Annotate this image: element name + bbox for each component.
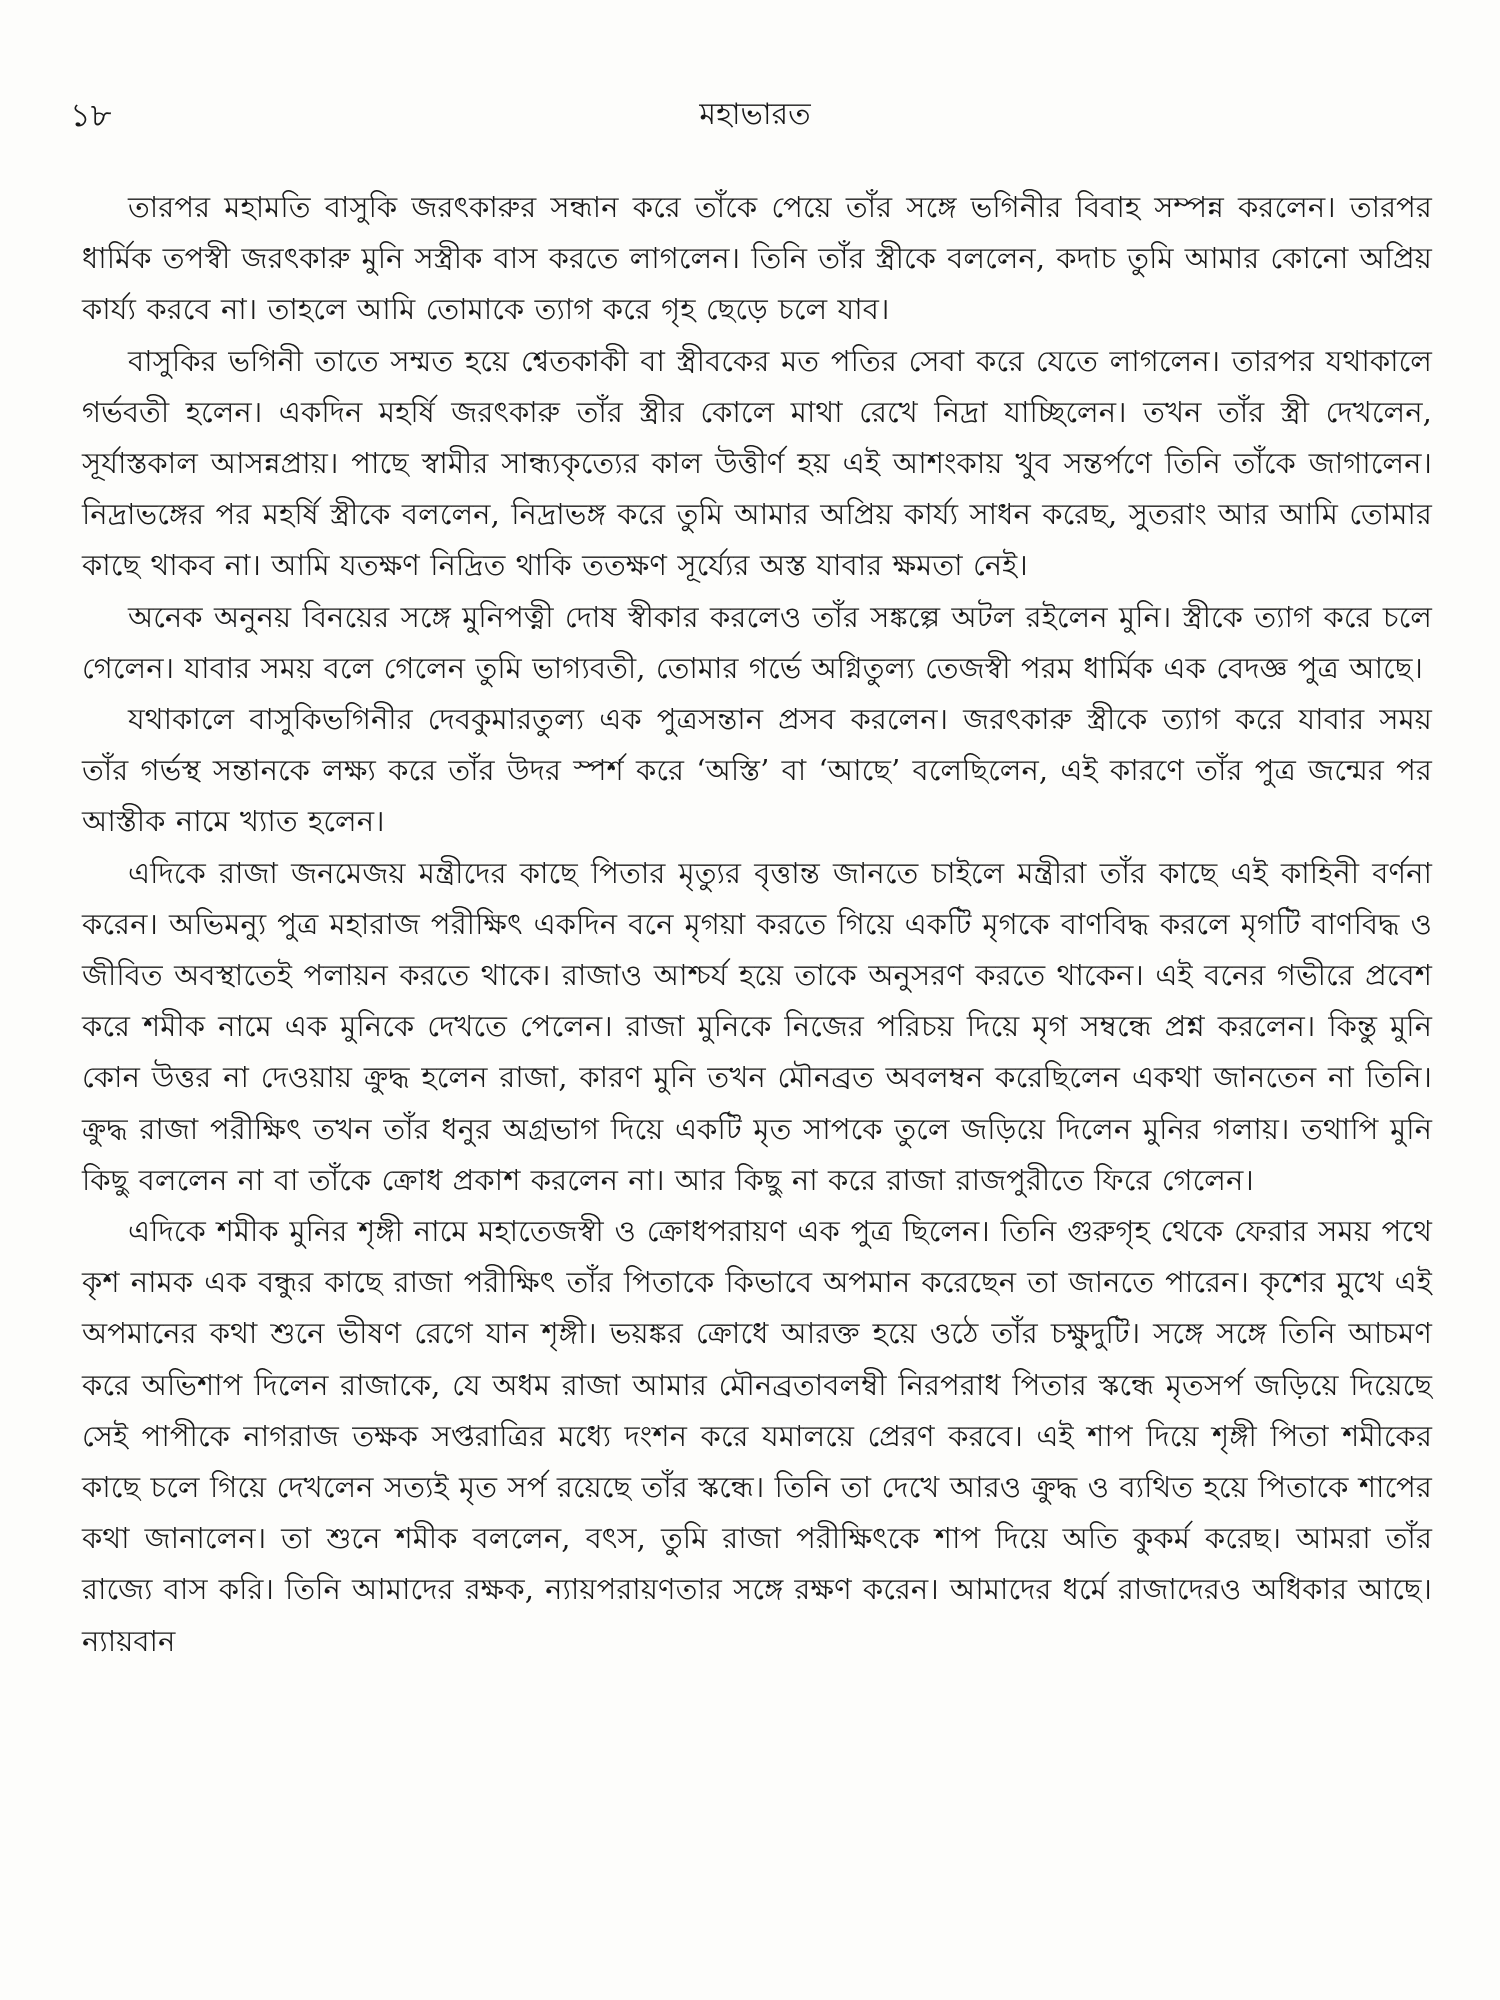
paragraph-1: তারপর মহামতি বাসুকি জরৎকারুর সন্ধান করে তাঁকে পেয়ে তাঁর সঙ্গে ভগিনীর বিবাহ সম্পন্ন করলেন। তারপর ধার্মিক তপস্বী জরৎকারু মুনি সস্ত্রীক বাস করতে লাগলেন। তিনি তাঁর স্ত্রীকে বললেন, কদাচ তুমি আমার কোনো অপ্রিয় কার্য্য করবে না। তাহলে আমি তোমাকে ত্যাগ করে গৃহ ছেড়ে চলে যাব।	[82, 190, 1432, 327]
running-title: মহাভারত	[699, 97, 811, 132]
paragraph-6: এদিকে শমীক মুনির শৃঙ্গী নামে মহাতেজস্বী ও ক্রোধপরায়ণ এক পুত্র ছিলেন। তিনি গুরুগৃহ থেকে ফেরার সময় পথে কৃশ নামক এক বন্ধুর কাছে রাজা পরীক্ষিৎ তাঁর পিতাকে কিভাবে অপমান করেছেন তা জানতে পারেন। কৃশের মুখে এই অপমানের কথা শুনে ভীষণ রেগে যান শৃঙ্গী। ভয়ঙ্কর ক্রোধে আরক্ত হয়ে ওঠে তাঁর চক্ষুদুটি। সঙ্গে সঙ্গে তিনি আচমণ করে অভিশাপ দিলেন রাজাকে, যে অধম রাজা আমার মৌনব্রতাবলম্বী নিরপরাধ পিতার স্কন্ধে মৃতসর্প জড়িয়ে দিয়েছে সেই পাপীকে নাগরাজ তক্ষক সপ্তরাত্রির মধ্যে দংশন করে যমালয়ে প্রেরণ করবে। এই শাপ দিয়ে শৃঙ্গী পিতা শমীকের কাছে চলে গিয়ে দেখলেন সত্যই মৃত সর্প রয়েছে তাঁর স্কন্ধে। তিনি তা দেখে আরও ক্রুদ্ধ ও ব্যথিত হয়ে পিতাকে শাপের কথা জানালেন। তা শুনে শমীক বললেন, বৎস, তুমি রাজা পরীক্ষিৎকে শাপ দিয়ে অতি কুকর্ম করেছ। আমরা তাঁর রাজ্যে বাস করি। তিনি আমাদের রক্ষক, ন্যায়পরায়ণতার সঙ্গে রক্ষণ করেন। আমাদের ধর্মে রাজাদেরও অধিকার আছে। ন্যায়বান	[82, 1214, 1432, 1658]
paragraph-3: অনেক অনুনয় বিনয়ের সঙ্গে মুনিপত্নী দোষ স্বীকার করলেও তাঁর সঙ্কল্পে অটল রইলেন মুনি। স্ত্রীকে ত্যাগ করে চলে গেলেন। যাবার সময় বলে গেলেন তুমি ভাগ্যবতী, তোমার গর্ভে অগ্নিতুল্য তেজস্বী পরম ধার্মিক এক বেদজ্ঞ পুত্র আছে।	[82, 599, 1432, 685]
paragraph-5: এদিকে রাজা জনমেজয় মন্ত্রীদের কাছে পিতার মৃত্যুর বৃত্তান্ত জানতে চাইলে মন্ত্রীরা তাঁর কাছে এই কাহিনী বর্ণনা করেন। অভিমন্যু পুত্র মহারাজ পরীক্ষিৎ একদিন বনে মৃগয়া করতে গিয়ে একটি মৃগকে বাণবিদ্ধ করলে মৃগটি বাণবিদ্ধ ও জীবিত অবস্থাতেই পলায়ন করতে থাকে। রাজাও আশ্চর্য হয়ে তাকে অনুসরণ করতে থাকেন। এই বনের গভীরে প্রবেশ করে শমীক নামে এক মুনিকে দেখতে পেলেন। রাজা মুনিকে নিজের পরিচয় দিয়ে মৃগ সম্বন্ধে প্রশ্ন করলেন। কিন্তু মুনি কোন উত্তর না দেওয়ায় ক্রুদ্ধ হলেন রাজা, কারণ মুনি তখন মৌনব্রত অবলম্বন করেছিলেন একথা জানতেন না তিনি। ক্রুদ্ধ রাজা পরীক্ষিৎ তখন তাঁর ধনুর অগ্রভাগ দিয়ে একটি মৃত সাপকে তুলে জড়িয়ে দিলেন মুনির গলায়। তথাপি মুনি কিছু বললেন না বা তাঁকে ক্রোধ প্রকাশ করলেন না। আর কিছু না করে রাজা রাজপুরীতে ফিরে গেলেন।	[82, 855, 1432, 1197]
page-number: ১৮	[70, 96, 112, 134]
page-header	[70, 90, 1440, 140]
paragraph-4: যথাকালে বাসুকিভগিনীর দেবকুমারতুল্য এক পুত্রসন্তান প্রসব করলেন। জরৎকারু স্ত্রীকে ত্যাগ করে যাবার সময় তাঁর গর্ভস্থ সন্তানকে লক্ষ্য করে তাঁর উদর স্পর্শ করে ‘অস্তি’ বা ‘আছে’ বলেছিলেন, এই কারণে তাঁর পুত্র জন্মের পর আস্তীক নামে খ্যাত হলেন।	[82, 702, 1432, 839]
body-text	[82, 182, 1432, 1667]
paragraph-2: বাসুকির ভগিনী তাতে সম্মত হয়ে শ্বেতকাকী বা স্ত্রীবকের মত পতির সেবা করে যেতে লাগলেন। তারপর যথাকালে গর্ভবতী হলেন। একদিন মহর্ষি জরৎকারু তাঁর স্ত্রীর কোলে মাথা রেখে নিদ্রা যাচ্ছিলেন। তখন তাঁর স্ত্রী দেখলেন, সূর্যাস্তকাল আসন্নপ্রায়। পাছে স্বামীর সান্ধ্যকৃত্যের কাল উত্তীর্ণ হয় এই আশংকায় খুব সন্তর্পণে তিনি তাঁকে জাগালেন। নিদ্রাভঙ্গের পর মহর্ষি স্ত্রীকে বললেন, নিদ্রাভঙ্গ করে তুমি আমার অপ্রিয় কার্য্য সাধন করেছ, সুতরাং আর আমি তোমার কাছে থাকব না। আমি যতক্ষণ নিদ্রিত থাকি ততক্ষণ সূর্য্যের অস্ত যাবার ক্ষমতা নেই।	[82, 343, 1432, 583]
